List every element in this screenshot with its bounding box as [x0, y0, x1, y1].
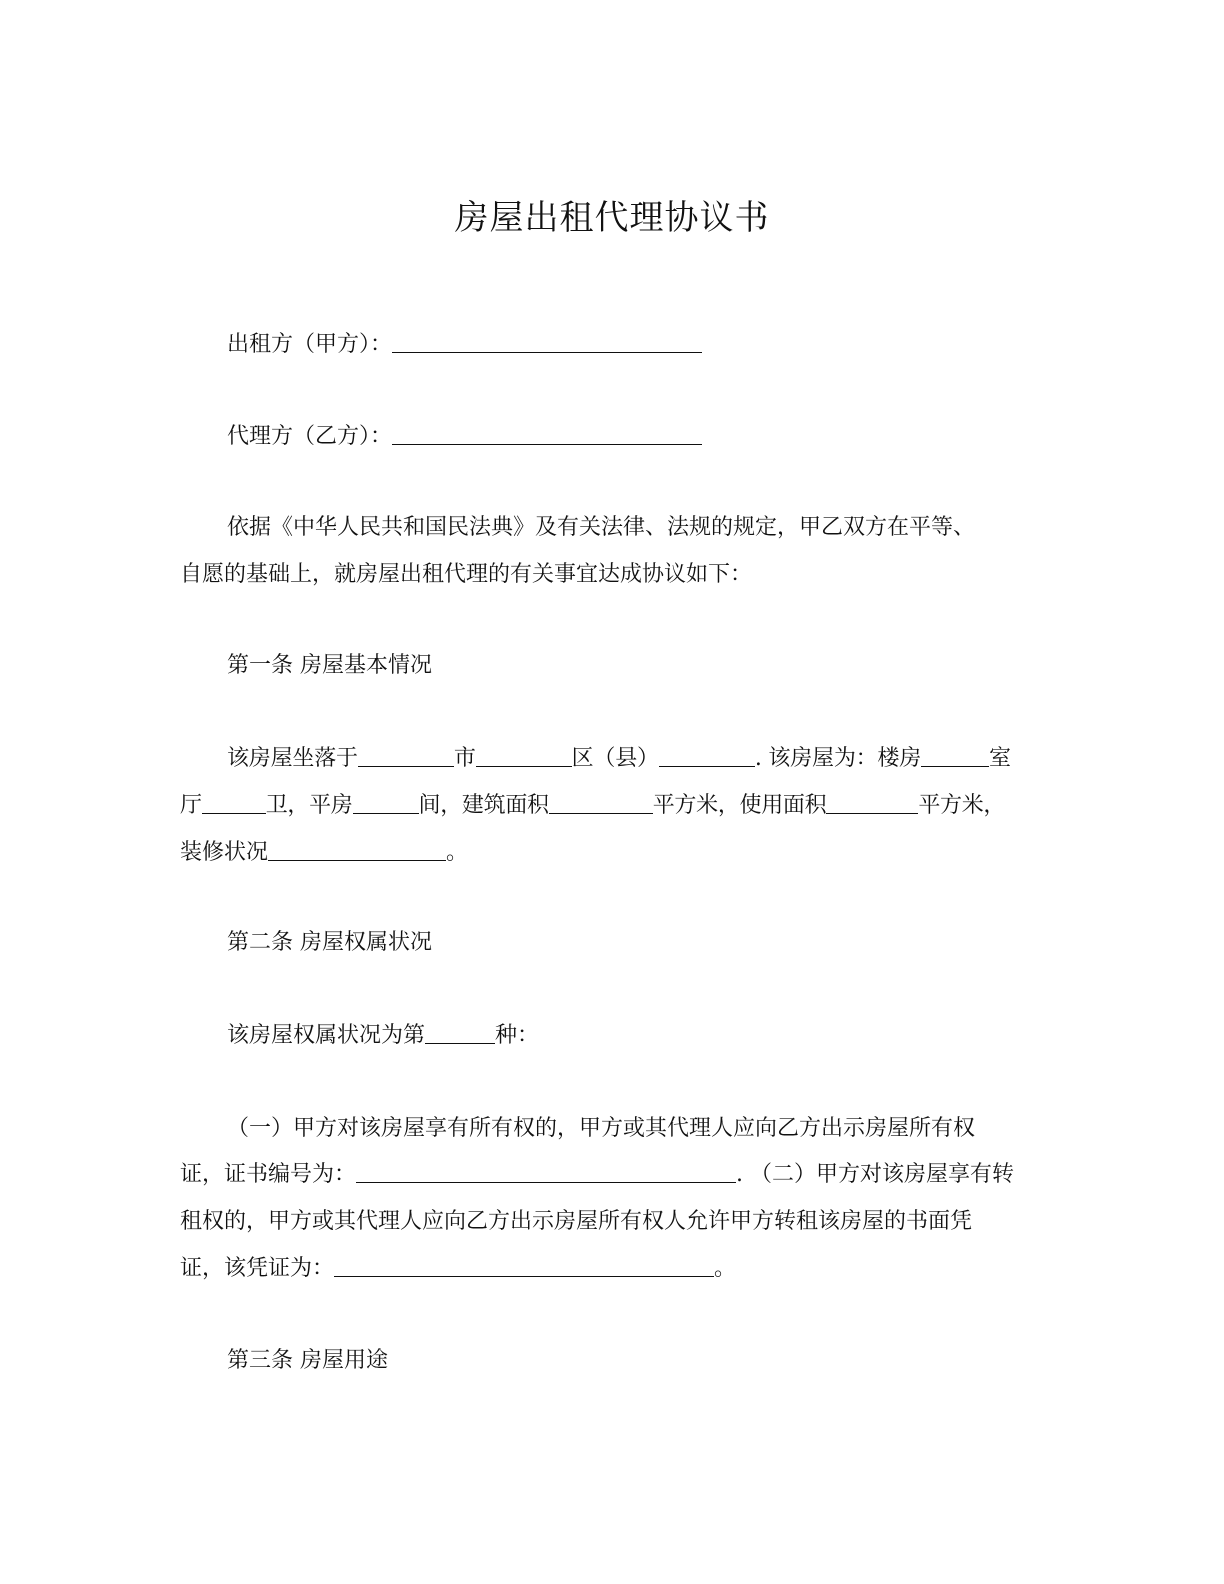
article1-text: 市 — [453, 746, 476, 771]
party-b-row — [227, 414, 1050, 460]
district-blank[interactable] — [476, 740, 572, 767]
article2-text: 。 — [714, 1256, 737, 1281]
article1-text: 该房屋坐落于 — [227, 746, 358, 771]
article3-heading: 第三条 房屋用途 — [227, 1348, 388, 1373]
article1-line-1 — [227, 736, 1050, 782]
article1-line-3 — [180, 830, 1050, 876]
article2-text: 种： — [495, 1023, 540, 1048]
article1-text: 平方米， — [918, 793, 1006, 818]
party-b-blank[interactable] — [392, 418, 702, 445]
bungalow-rooms-blank[interactable] — [353, 787, 419, 814]
article2-para-line-1: （一）甲方对该房屋享有所有权的，甲方或其代理人应向乙方出示房屋所有权 — [227, 1116, 976, 1141]
article2-para-line-4 — [180, 1246, 1050, 1292]
article2-heading: 第二条 房屋权属状况 — [227, 930, 432, 955]
article2-text: 证，该凭证为： — [180, 1256, 335, 1281]
article1-line-2 — [180, 783, 1050, 829]
article1-text: 卫，平房 — [265, 793, 353, 818]
certificate-number-blank[interactable] — [356, 1156, 736, 1183]
party-b-label: 代理方（乙方）： — [227, 424, 393, 449]
rooms-blank[interactable] — [921, 740, 989, 767]
article1-text: . 该房屋为：楼房 — [754, 746, 922, 771]
address-blank[interactable] — [659, 740, 755, 767]
page-title: 房屋出租代理协议书 — [454, 198, 770, 238]
building-area-blank[interactable] — [549, 787, 653, 814]
decoration-blank[interactable] — [268, 834, 446, 861]
article1-text: 间，建筑面积 — [418, 793, 549, 818]
article2-text: 证，证书编号为： — [180, 1162, 357, 1187]
party-a-label: 出租方（甲方）： — [227, 332, 393, 357]
article1-text: 装修状况 — [180, 840, 269, 865]
article1-heading: 第一条 房屋基本情况 — [227, 653, 432, 678]
usable-area-blank[interactable] — [826, 787, 918, 814]
article1-text: 厅 — [180, 793, 202, 818]
article2-text: . （二）甲方对该房屋享有转 — [736, 1162, 1015, 1187]
article2-line-1 — [227, 1013, 1050, 1059]
article2-para-line-3: 租权的，甲方或其代理人应向乙方出示房屋所有权人允许甲方转租该房屋的书面凭 — [180, 1209, 973, 1234]
article1-text: 区（县） — [571, 746, 659, 771]
city-blank[interactable] — [358, 740, 454, 767]
article1-text: 。 — [446, 840, 469, 865]
party-a-row — [227, 322, 1050, 368]
article1-text: 室 — [989, 746, 1011, 771]
article1-text: 平方米，使用面积 — [652, 793, 827, 818]
voucher-blank[interactable] — [334, 1250, 714, 1277]
preamble-line-2: 自愿的基础上，就房屋出租代理的有关事宜达成协议如下： — [180, 562, 753, 587]
article2-text: 该房屋权属状况为第 — [227, 1023, 426, 1048]
ownership-type-blank[interactable] — [425, 1017, 495, 1044]
article2-para-line-2 — [180, 1152, 1050, 1198]
preamble-line-1: 依据《中华人民共和国民法典》及有关法律、法规的规定，甲乙双方在平等、 — [227, 515, 976, 540]
party-a-blank[interactable] — [392, 326, 702, 353]
bath-blank[interactable] — [202, 787, 266, 814]
